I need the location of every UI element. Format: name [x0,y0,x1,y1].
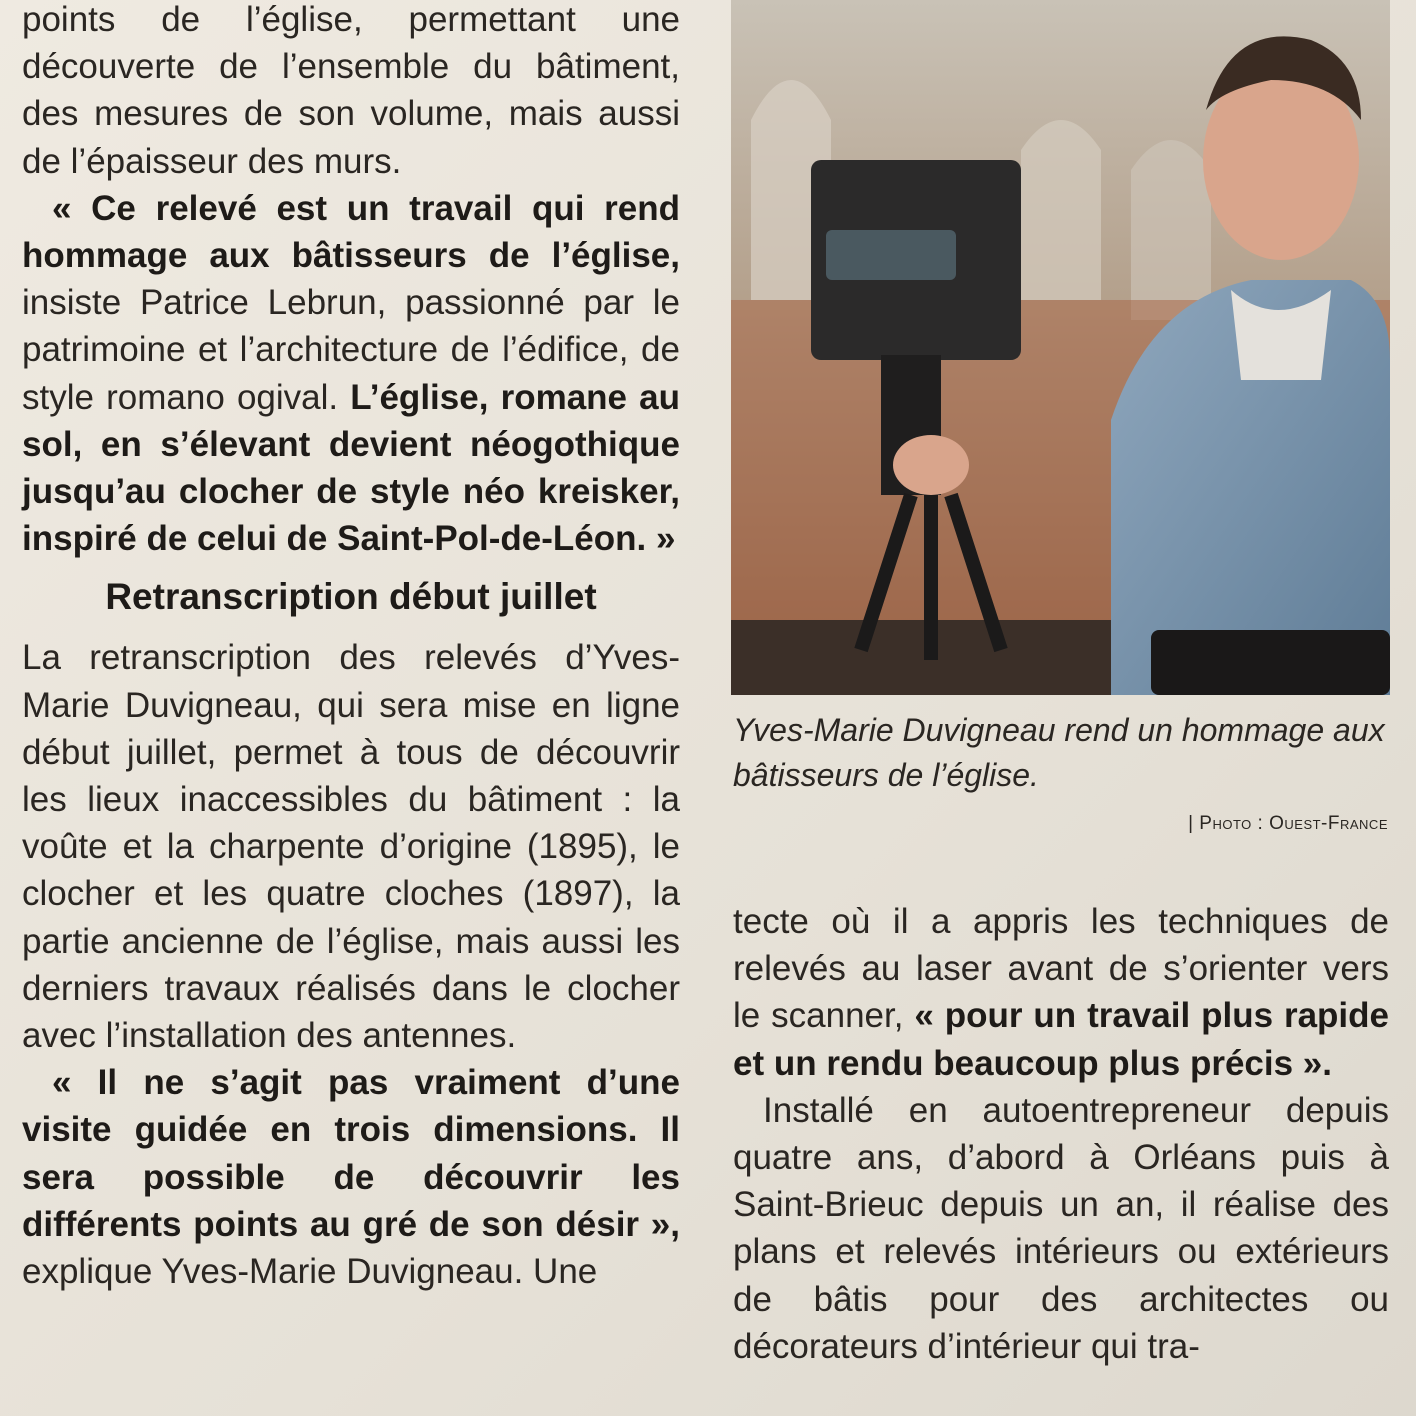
duvigneau-quote-bold: « Il ne s’agit pas vraiment d’une visite guidée en trois dimensions. Il sera possible de découvrir les différents points au gré de son désir », [22,1063,680,1244]
paragraph-architect [733,898,1389,1087]
article-photo [731,0,1390,695]
photo-credit: | Photo : Ouest-France [1188,813,1388,834]
architect-quote-bold: « pour un travail plus rapide et un rendu beaucoup plus précis ». [733,996,1389,1083]
quote-bold-end: L’église, romane au sol, en s’élevant devient néogothique jusqu’au clocher de style néo kreisker, inspiré de celui de Saint-Pol-de-Léon. » [22,377,681,559]
paragraph-autoentrepreneur: Installé en autoentrepreneur depuis quatre ans, d’abord à Orléans puis à Saint-Brieuc depuis un an, il réalise des plans et relevés intérieurs ou extérieurs de bâtis pour des architectes ou décorateurs d’intérieur qui tra- [733,1090,1389,1366]
paragraph-duvigneau-quote [22,1059,680,1295]
photo-caption: Yves-Marie Duvigneau rend un hommage aux bâtisseurs de l’église. [733,712,1385,793]
quote-attribution: insiste Patrice Lebrun, passionné par le patrimoine et l’architecture de l’édifice, de style romano ogival. [22,283,680,417]
architect-text: tecte où il a appris les techniques de relevés au laser avant de s’orienter vers le scanner, [733,902,1389,1036]
quote-bold-start: « Ce relevé est un travail qui rend hommage aux bâtisseurs de l’église, [22,188,680,276]
left-column [22,0,680,1295]
photo-illustration [731,0,1390,695]
right-column [733,898,1389,1370]
paragraph-patrice-quote [22,185,680,563]
paragraph-measurements: points de l’église, permettant une découverte de l’ensemble du bâtiment, des mesures de son volume, mais aussi de l’épaisseur des murs. [22,0,680,181]
subheading: Retranscription début juillet [105,576,597,618]
duvigneau-attribution: explique Yves-Marie Duvigneau. Une [22,1252,598,1292]
paragraph-retranscription: La retranscription des relevés d’Yves-Marie Duvigneau, qui sera mise en ligne début juillet, permet à tous de découvrir les lieux inaccessibles du bâtiment : la voûte et la charpente d’origine (1895), le clocher et les quatre cloches (1897), la partie ancienne de l’église, mais aussi les derniers travaux réalisés dans le clocher avec l’installation des antennes. [22,638,680,1056]
